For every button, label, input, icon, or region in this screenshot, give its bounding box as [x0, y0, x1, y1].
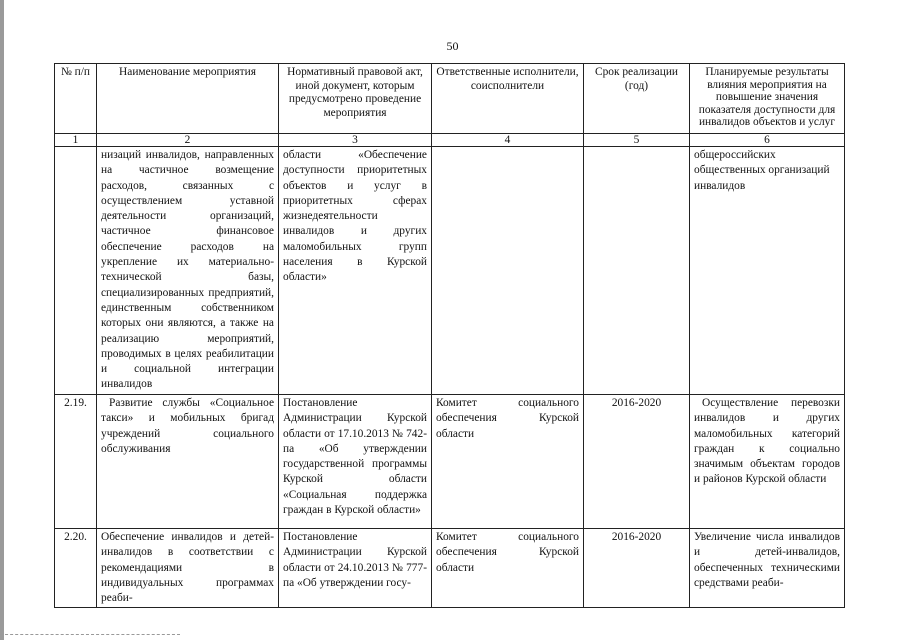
- row-result: Осуществление перевозки инвалидов и других маломобильных категорий граждан к социально значимым объектам городов и районов Курской области: [690, 395, 845, 529]
- row-act: области «Обеспечение доступности приоритетных объектов и услуг в приоритетных сферах жизнедеятельности инвалидов и других маломобильных групп населения в Курской области»: [279, 147, 432, 395]
- row-result: Увеличение числа инвалидов и детей-инвалидов, обеспеченных техническими средствами реаби-: [690, 529, 845, 608]
- header-name: Наименование мероприятия: [97, 64, 279, 134]
- column-numbers-row: [55, 134, 845, 147]
- header-act: Нормативный правовой акт, иной документ, которым предусмотрено проведение мероприятия: [279, 64, 432, 134]
- row-act: Постановление Администрации Курской области от 17.10.2013 № 742-па «Об утверждении государственной программы Курской области «Социальная поддержка граждан в Курской области»: [279, 395, 432, 529]
- row-num: 2.19.: [55, 395, 97, 529]
- table-row: [55, 395, 845, 529]
- row-num: 2.20.: [55, 529, 97, 608]
- page-number: 50: [446, 39, 459, 53]
- row-term: 2016-2020: [584, 529, 690, 608]
- row-name: Обеспечение инвалидов и детей-инвалидов в соответствии с рекомендациями в индивидуальных программах реаби-: [97, 529, 279, 608]
- column-number: 1: [55, 134, 97, 147]
- table-header-row: [55, 64, 845, 134]
- scan-edge-shadow: [0, 0, 4, 640]
- row-term: [584, 147, 690, 395]
- row-result: общероссийских общественных организаций инвалидов: [690, 147, 845, 395]
- column-number: 6: [690, 134, 845, 147]
- table-row: [55, 147, 845, 395]
- header-result: Планируемые результаты влияния мероприятия на повышение значения показателя доступности для инвалидов объектов и услуг: [690, 64, 845, 134]
- row-term: 2016-2020: [584, 395, 690, 529]
- header-num: № п/п: [55, 64, 97, 134]
- row-executor: [432, 147, 584, 395]
- column-number: 2: [97, 134, 279, 147]
- column-number: 5: [584, 134, 690, 147]
- row-name: Развитие службы «Социальное такси» и мобильных бригад учреждений социального обслуживания: [97, 395, 279, 529]
- row-num: [55, 147, 97, 395]
- table-row: [55, 529, 845, 608]
- row-executor: Комитет социального обеспечения Курской области: [432, 395, 584, 529]
- column-number: 3: [279, 134, 432, 147]
- header-executor: Ответственные исполнители, соисполнители: [432, 64, 584, 134]
- row-act: Постановление Администрации Курской области от 24.10.2013 № 777-па «Об утверждении госу-: [279, 529, 432, 608]
- scan-bottom-artifact: [0, 634, 180, 635]
- header-term: Срок реализации (год): [584, 64, 690, 134]
- column-number: 4: [432, 134, 584, 147]
- row-executor: Комитет социального обеспечения Курской области: [432, 529, 584, 608]
- row-name: низаций инвалидов, направленных на частичное возмещение расходов, связанных с осуществлением уставной деятельности организаций, частичное финансовое обеспечение расходов на укрепление их материально-технической базы, специализированных предприятий, единственным собственником которых они являются, а также на реализацию мероприятий, проводимых в целях реабилитации и социальной интеграции инвалидов: [97, 147, 279, 395]
- measures-table: [54, 63, 845, 608]
